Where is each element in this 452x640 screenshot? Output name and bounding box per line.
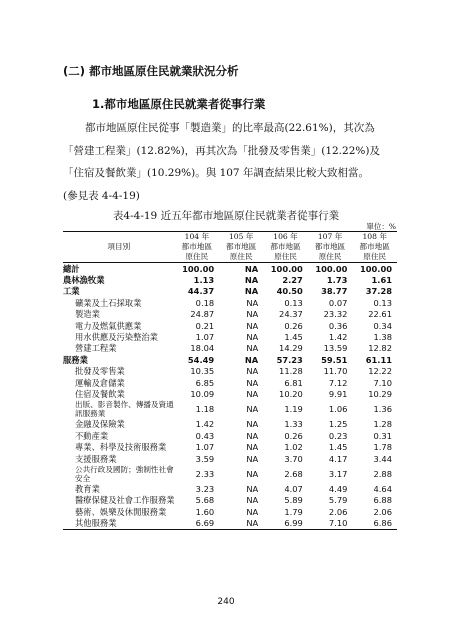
cell-value: 6.86 [352, 517, 397, 529]
cell-value: 3.70 [284, 453, 303, 464]
table-row [63, 419, 397, 430]
cell-value: 40.50 [276, 286, 303, 297]
row-label: 總計 [63, 263, 80, 274]
cell-value: 14.29 [279, 343, 303, 354]
header-line: 都市地區 [270, 242, 301, 251]
cell-value: 6.85 [195, 377, 215, 388]
cell-value: 54.49 [187, 354, 215, 365]
row-label: 服務業 [63, 354, 88, 365]
unit-label: 單位：% [366, 222, 396, 231]
row-label: 其他服務業 [63, 517, 175, 529]
cell-value: NA [246, 377, 259, 388]
row-label: 不動產業 [75, 430, 109, 441]
row-label: 支援服務業 [75, 453, 117, 464]
cell-value: 12.22 [368, 366, 392, 377]
cell-value: 0.07 [328, 297, 348, 308]
cell-value: 4.07 [284, 483, 303, 494]
table-row [63, 331, 397, 342]
row-label: 工業 [63, 286, 80, 297]
header-line: 都市地區 [181, 242, 213, 251]
cell-value: 3.23 [195, 483, 215, 494]
cell-value: NA [244, 354, 259, 365]
cell-value: NA [246, 343, 259, 354]
header-line: 都市地區 [226, 242, 257, 251]
header-year-105 [219, 232, 263, 263]
header-line: 原住民 [318, 252, 342, 261]
cell-value: 1.38 [373, 332, 392, 343]
cell-value: 38.77 [321, 286, 348, 297]
row-label: 農林漁牧業 [63, 275, 105, 286]
table-row [63, 441, 397, 452]
cell-value: 59.51 [321, 354, 348, 365]
cell-value: 7.10 [373, 377, 392, 388]
cell-value: 0.31 [373, 430, 392, 441]
header-item: 項目別 [63, 232, 175, 263]
table-row [63, 495, 397, 506]
cell-value: 57.23 [276, 354, 303, 365]
cell-value: 6.88 [373, 495, 392, 506]
cell-value: 100.00 [359, 263, 392, 274]
cell-value: 2.27 [282, 275, 303, 286]
cell-value: NA [244, 275, 259, 286]
cell-value: 0.18 [195, 297, 215, 308]
cell-value: NA [246, 332, 259, 343]
table-row [63, 297, 397, 308]
table-row [63, 464, 397, 483]
cell-value: 1.45 [284, 332, 303, 343]
cell-value: 1.61 [371, 275, 392, 286]
cell-value: 22.61 [368, 309, 392, 320]
header-line: 108 年 [362, 232, 387, 241]
cell-value: 0.21 [195, 320, 215, 331]
header-year-104 [175, 232, 220, 263]
cell-value: NA [246, 366, 259, 377]
cell-value: NA [246, 468, 259, 479]
cell-value: 4.17 [328, 453, 348, 464]
cell-value: 2.33 [195, 468, 215, 479]
paragraph-line: (參見表 4-4-19) [63, 189, 140, 202]
cell-value: 0.36 [328, 320, 348, 331]
cell-value: NA [246, 430, 259, 441]
row-label: 運輸及倉儲業 [75, 377, 125, 388]
header-line: 104 年 [184, 232, 210, 241]
cell-value: NA [246, 419, 259, 430]
cell-value: 24.87 [190, 309, 215, 320]
header-line: 原住民 [185, 252, 209, 261]
cell-value: 9.91 [328, 388, 348, 399]
header-line: 原住民 [274, 252, 297, 261]
row-label: 批發及零售業 [75, 366, 125, 377]
page-number: 240 [217, 597, 235, 607]
cell-value: 11.28 [279, 366, 303, 377]
row-label: 營建工程業 [75, 343, 117, 354]
cell-value: 1.28 [373, 419, 392, 430]
cell-value: 1.18 [195, 404, 215, 415]
header-line: 105 年 [228, 232, 254, 241]
cell-value: NA [246, 495, 259, 506]
cell-value: 0.26 [284, 320, 303, 331]
cell-value: 18.04 [190, 343, 215, 354]
cell-value: 1.13 [193, 275, 215, 286]
table-row [63, 483, 397, 494]
table-row [63, 377, 397, 388]
cell-value: 1.60 [195, 506, 215, 517]
body-paragraph [63, 117, 397, 207]
cell-value: 10.09 [190, 388, 215, 399]
cell-value: NA [246, 320, 259, 331]
cell-value: 13.59 [323, 343, 348, 354]
cell-value: 4.64 [373, 483, 392, 494]
cell-value: NA [246, 309, 259, 320]
table-caption: 表4-4-19 近五年都市地區原住民就業者從事行業 [112, 210, 340, 222]
row-label: 金融及保險業 [75, 419, 125, 430]
cell-value: 5.68 [195, 495, 215, 506]
cell-value: 100.00 [315, 263, 348, 274]
row-label: 用水供應及污染整治業 [75, 332, 158, 343]
table-row [63, 506, 397, 517]
cell-value: 1.06 [328, 404, 348, 415]
cell-value: 1.02 [284, 442, 303, 453]
cell-value: 1.07 [195, 332, 215, 343]
cell-value: 1.07 [195, 442, 215, 453]
row-label: 專業、科學及技術服務業 [75, 442, 167, 453]
row-label: 住宿及餐飲業 [75, 388, 125, 399]
table-row [63, 453, 397, 464]
cell-value: 1.33 [284, 419, 303, 430]
row-label: 製造業 [75, 309, 100, 320]
cell-value: NA [246, 388, 259, 399]
cell-value: 1.45 [328, 442, 348, 453]
table-row [63, 354, 397, 365]
cell-value: 1.19 [284, 404, 303, 415]
cell-value: 0.13 [284, 297, 303, 308]
cell-value: 4.49 [328, 483, 348, 494]
header-year-107 [308, 232, 353, 263]
cell-value: NA [246, 297, 259, 308]
cell-value: 10.35 [190, 366, 215, 377]
header-line: 都市地區 [314, 242, 346, 251]
cell-value: 3.17 [328, 468, 348, 479]
cell-value: 23.32 [323, 309, 348, 320]
cell-value: 0.43 [195, 430, 215, 441]
cell-value: NA [244, 286, 259, 297]
cell-value: NA [246, 506, 259, 517]
cell-value: 2.88 [373, 468, 392, 479]
table-row [63, 309, 397, 320]
header-line: 都市地區 [359, 242, 390, 251]
industry-table [63, 231, 397, 530]
cell-value: 0.13 [373, 297, 392, 308]
paragraph-line: 「住宿及餐飲業」(10.29%)。與 107 年調查結果比較大致相當。 [63, 167, 369, 179]
paragraph-line: 「營建工程業」(12.82%)，再其次為「批發及零售業」(12.22%)及 [63, 144, 380, 157]
row-label: 醫療保健及社會工作服務業 [75, 495, 175, 506]
cell-value: 10.20 [279, 388, 303, 399]
cell-value: 0.23 [328, 430, 348, 441]
cell-value: 1.42 [195, 419, 215, 430]
cell-value: 6.99 [263, 517, 308, 529]
cell-value: NA [246, 404, 259, 415]
cell-value: NA [246, 483, 259, 494]
row-label: 公共行政及國防；強制性社會安全 [75, 464, 174, 483]
header-year-106 [263, 232, 308, 263]
cell-value: NA [246, 442, 259, 453]
header-line: 106 年 [273, 232, 298, 241]
cell-value: 100.00 [270, 263, 303, 274]
cell-value: 6.69 [175, 517, 220, 529]
cell-value: 7.10 [308, 517, 353, 529]
table-row [63, 430, 397, 441]
table-row [63, 343, 397, 354]
cell-value: 24.37 [279, 309, 303, 320]
cell-value: 61.11 [365, 354, 392, 365]
table-row [63, 400, 397, 419]
table-row [63, 286, 397, 297]
row-label: 藝術、娛樂及休閒服務業 [75, 506, 167, 517]
cell-value: 2.68 [284, 468, 303, 479]
cell-value: 7.12 [328, 377, 348, 388]
section-title: (二) 都市地區原住民就業狀況分析 [63, 64, 239, 78]
header-line: 107 年 [317, 232, 343, 241]
table-row [63, 388, 397, 399]
table-row [63, 274, 397, 285]
table-row [63, 320, 397, 331]
header-year-108 [352, 232, 397, 263]
subsection-title: 1.都市地區原住民就業者從事行業 [92, 97, 266, 111]
cell-value: NA [219, 517, 263, 529]
cell-value: 44.37 [187, 286, 215, 297]
table-body [63, 263, 397, 530]
cell-value: 100.00 [182, 263, 215, 274]
cell-value: 1.78 [373, 442, 392, 453]
cell-value: 3.44 [373, 453, 392, 464]
cell-value: NA [246, 453, 259, 464]
paragraph-line: 都市地區原住民從事「製造業」的比率最高(22.61%)，其次為 [85, 122, 375, 134]
cell-value: 12.82 [368, 343, 392, 354]
cell-value: 37.28 [365, 286, 392, 297]
table-row [63, 517, 397, 529]
cell-value: 11.70 [323, 366, 348, 377]
row-label: 電力及燃氣供應業 [75, 320, 142, 331]
row-label: 出版、影音製作、傳播及資通訊服務業 [75, 400, 174, 419]
cell-value: 3.59 [195, 453, 215, 464]
cell-value: 2.06 [328, 506, 348, 517]
cell-value: 1.25 [328, 419, 348, 430]
row-label: 教育業 [75, 483, 100, 494]
table-row [63, 263, 397, 275]
cell-value: 1.36 [373, 404, 392, 415]
row-label: 礦業及土石採取業 [75, 297, 142, 308]
cell-value: 1.79 [284, 506, 303, 517]
cell-value: 5.89 [284, 495, 303, 506]
table-header-row [63, 232, 397, 263]
cell-value: 0.34 [373, 320, 392, 331]
header-line: 原住民 [363, 252, 387, 261]
cell-value: 2.06 [373, 506, 392, 517]
header-line: 原住民 [229, 252, 253, 261]
cell-value: 5.79 [328, 495, 348, 506]
cell-value: 1.73 [326, 275, 348, 286]
cell-value: 6.81 [284, 377, 303, 388]
cell-value: 10.29 [368, 388, 392, 399]
cell-value: 1.42 [328, 332, 348, 343]
table-row [63, 366, 397, 377]
cell-value: 0.26 [284, 430, 303, 441]
cell-value: NA [244, 263, 259, 274]
